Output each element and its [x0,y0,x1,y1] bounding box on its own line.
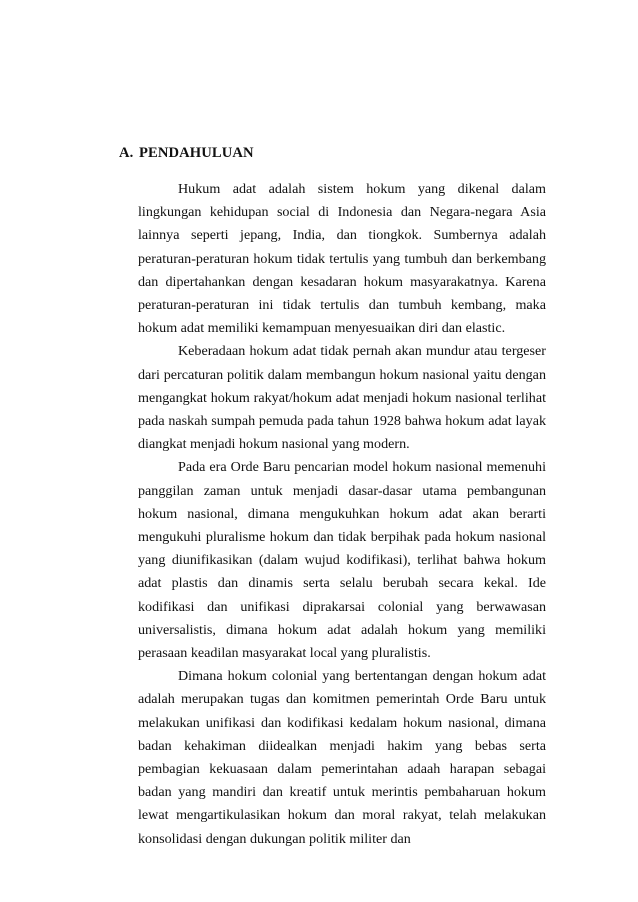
paragraph-1: Hukum adat adalah sistem hokum yang dikenal dalam lingkungan kehidupan social di Indonesia dan Negara-negara Asia lainnya seperti jepang, India, dan tiongkok. Sumbernya adalah peraturan-peraturan hokum tidak tertulis yang tumbuh dan berkembang dan dipertahankan dengan kesadaran hokum masyarakatnya. Karena peraturan-peraturan ini tidak tertulis dan tumbuh kembang, maka hokum adat memiliki kemampuan menyesuaikan diri dan elastic. [138,181,546,337]
section-heading [119,143,254,163]
paragraph-2: Keberadaan hokum adat tidak pernah akan mundur atau tergeser dari percaturan politik dalam membangun hokum nasional yaitu dengan mengangkat hokum rakyat/hokum adat menjadi hokum nasional terlihat pada naskah sumpah pemuda pada tahun 1928 bahwa hokum adat layak diangkat menjadi hokum nasional yang modern. [138,343,546,453]
paragraph-3: Pada era Orde Baru pencarian model hokum nasional memenuhi panggilan zaman untuk menjadi dasar-dasar utama pembangunan hokum nasional, dimana mengukuhkan hokum adat akan berarti mengukuhi pluralisme hokum dan tidak berpihak pada hokum nasional yang diunifikasikan (dalam wujud kodifikasi), terlihat bahwa hokum adat plastis dan dinamis serta selalu berubah secara kekal. Ide kodifikasi dan unifikasi diprakarsai colonial yang berwawasan universalistis, dimana hokum adat adalah hokum yang memiliki perasaan keadilan masyarakat local yang pluralistis. [138,459,546,662]
section-title: PENDAHULUAN [139,145,254,161]
section-body [138,178,546,851]
section-number: A. [119,145,134,161]
paragraph-4: Dimana hokum colonial yang bertentangan dengan hokum adat adalah merupakan tugas dan komitmen pemerintah Orde Baru untuk melakukan unifikasi dan kodifikasi kedalam hokum nasional, dimana badan kehakiman diidealkan menjadi hakim yang bebas serta pembagian kekuasaan dalam pemerintahan adaah harapan sebagai badan yang mandiri dan kreatif untuk merintis pembaharuan hokum lewat mengartikulasikan hokum dan moral rakyat, telah melakukan konsolidasi dengan dukungan politik militer dan [138,668,546,847]
